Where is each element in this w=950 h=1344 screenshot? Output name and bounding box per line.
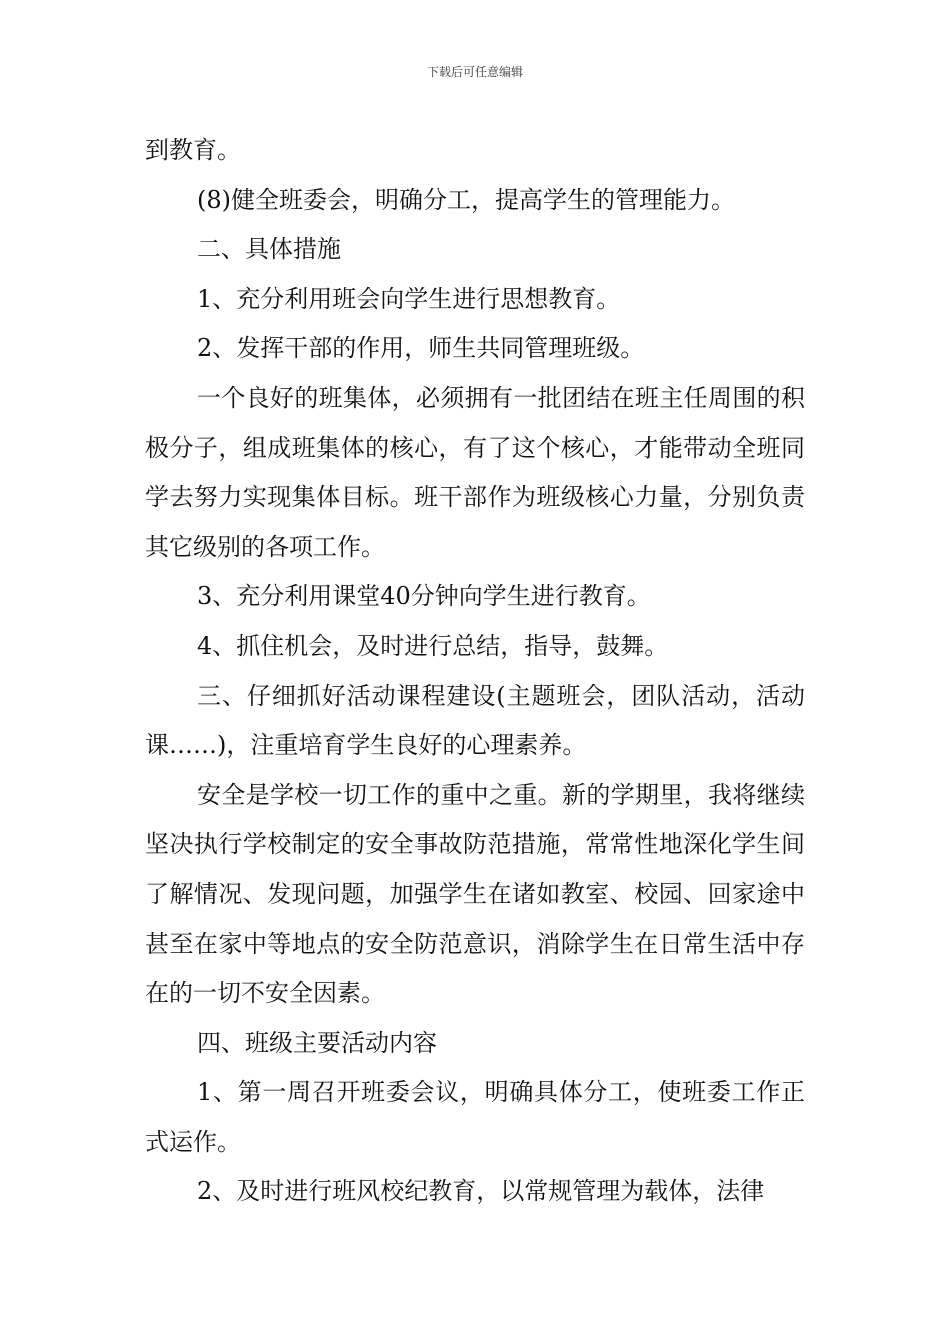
paragraph-measure-3: 3、充分利用课堂40分钟向学生进行教育。 xyxy=(197,582,651,611)
paragraph-measure-4: 4、抓住机会，及时进行总结，指导，鼓舞。 xyxy=(197,631,669,660)
page-header: 下载后可任意编辑 xyxy=(426,65,523,79)
paragraph-class-collective: 一个良好的班集体，必须拥有一批团结在班主任周围的积极分子，组成班集体的核心，有了这个核心，才能带动全班同学去努力实现集体目标。班干部作为班级核心力量，分别负责其它级别的各项工作。 xyxy=(145,383,805,561)
section-heading-activity-courses: 三、仔细抓好活动课程建设(主题班会，团队活动，活动课……)，注重培育学生良好的心理素养。 xyxy=(145,681,805,760)
paragraph-measure-2: 2、发挥干部的作用，师生共同管理班级。 xyxy=(197,334,645,363)
section-heading-main-activities: 四、班级主要活动内容 xyxy=(197,1028,437,1057)
paragraph-continuation: 到教育。 xyxy=(145,136,241,164)
paragraph-activity-2: 2、及时进行班风校纪教育，以常规管理为载体，法律 xyxy=(197,1177,765,1206)
paragraph-item-8: (8)健全班委会，明确分工，提高学生的管理能力。 xyxy=(197,185,735,214)
paragraph-activity-1: 1、第一周召开班委会议，明确具体分工，使班委工作正式运作。 xyxy=(145,1078,805,1156)
paragraph-measure-1: 1、充分利用班会向学生进行思想教育。 xyxy=(197,284,621,313)
section-heading-measures: 二、具体措施 xyxy=(197,235,341,264)
document-body xyxy=(145,126,805,1217)
paragraph-safety: 安全是学校一切工作的重中之重。新的学期里，我将继续坚决执行学校制定的安全事故防范措施，常常性地深化学生间了解情况、发现问题，加强学生在诸如教室、校园、回家途中甚至在家中等地点的安全防范意识，消除学生在日常生活中存在的一切不安全因素。 xyxy=(145,780,805,1008)
